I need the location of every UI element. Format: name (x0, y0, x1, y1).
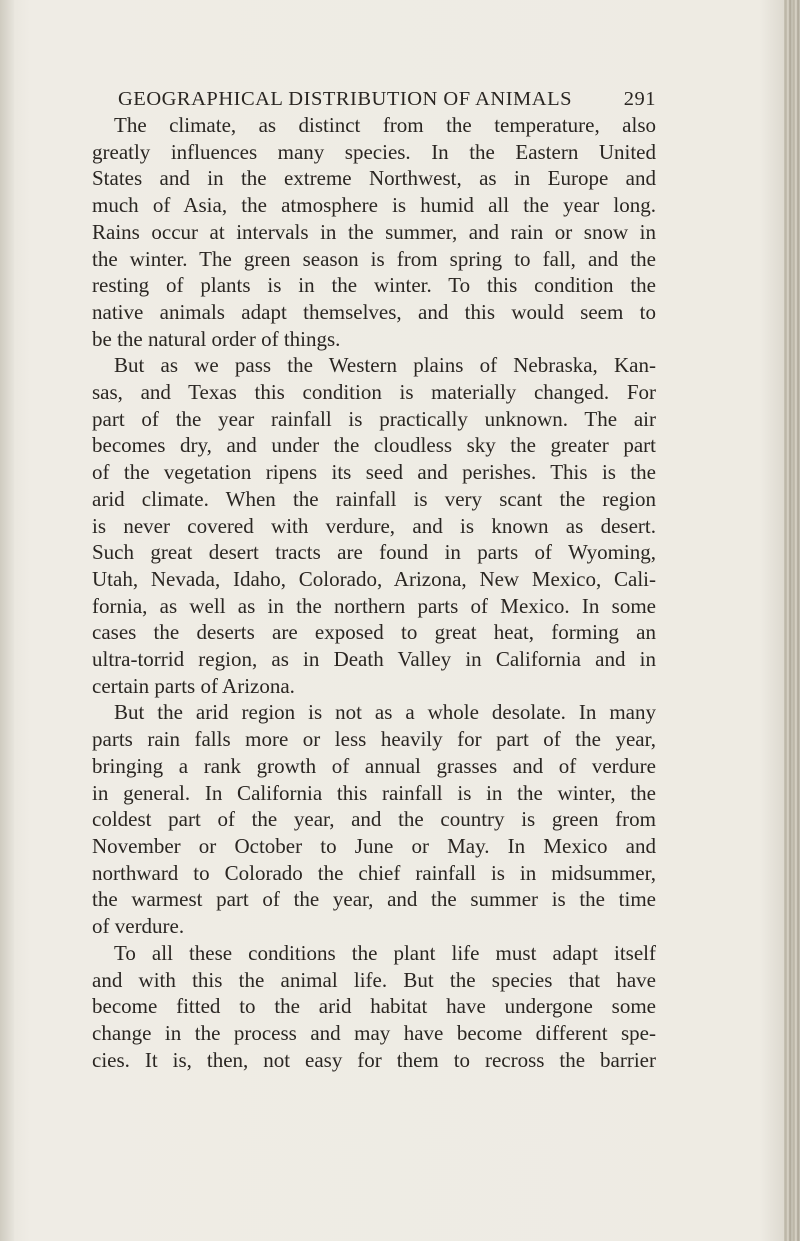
text-line: part of the year rainfall is practically unknown. The air (92, 406, 656, 431)
text-line: becomes dry, and under the cloudless sky the greater part (92, 433, 656, 458)
text-line: arid climate. When the rainfall is very scant the region (92, 486, 656, 511)
text-line: greatly influences many species. In the Eastern United (92, 139, 656, 164)
text-line: The climate, as distinct from the temperature, also (114, 113, 656, 137)
text-line: Such great desert tracts are found in parts of Wyoming, (92, 540, 656, 565)
text-line: and with this the animal life. But the species that have (92, 967, 656, 992)
text-line: of the vegetation ripens its seed and perishes. This is the (92, 460, 656, 485)
text-line: bringing a rank growth of annual grasses and of verdure (92, 753, 656, 778)
body-text (92, 112, 656, 1073)
page-gutter-shadow (0, 0, 14, 1241)
text-line: certain parts of Arizona. (92, 673, 295, 698)
text-line: of verdure. (92, 914, 185, 939)
text-line: coldest part of the year, and the country is green from (92, 807, 656, 832)
page-number: 291 (623, 88, 656, 110)
text-line: in general. In California this rainfall is in the winter, the (92, 780, 656, 805)
text-line: To all these conditions the plant life must adapt itself (114, 940, 656, 965)
text-line: the winter. The green season is from spring to fall, and the (92, 246, 656, 271)
text-line: November or October to June or May. In Mexico and (92, 833, 656, 858)
text-line: become fitted to the arid habitat have undergone some (92, 994, 656, 1019)
text-line: ultra-torrid region, as in Death Valley in California and in (92, 647, 656, 672)
text-line: But the arid region is not as a whole desolate. In many (114, 700, 656, 725)
text-line: Utah, Nevada, Idaho, Colorado, Arizona, New Mexico, Cali- (92, 566, 656, 591)
text-line: resting of plants is in the winter. To this condition the (92, 273, 656, 298)
text-line: northward to Colorado the chief rainfall is in midsummer, (92, 860, 656, 885)
running-title: GEOGRAPHICAL DISTRIBUTION OF ANIMALS (118, 88, 573, 110)
text-line: cies. It is, then, not easy for them to recross the barrier (92, 1047, 656, 1072)
text-line: cases the deserts are exposed to great heat, forming an (92, 620, 656, 645)
page-edge-stack (784, 0, 800, 1241)
text-line: fornia, as well as in the northern parts of Mexico. In some (92, 593, 656, 618)
text-line: the warmest part of the year, and the summer is the time (92, 887, 656, 912)
text-line: change in the process and may have become different spe- (92, 1020, 656, 1045)
text-line: native animals adapt themselves, and this would seem to (92, 299, 656, 324)
text-line: parts rain falls more or less heavily for part of the year, (92, 727, 656, 752)
text-line: much of Asia, the atmosphere is humid all the year long. (92, 193, 656, 218)
text-line: sas, and Texas this condition is materially changed. For (92, 380, 656, 405)
text-line: be the natural order of things. (92, 326, 341, 351)
text-line: But as we pass the Western plains of Nebraska, Kan- (114, 353, 656, 378)
text-line: is never covered with verdure, and is known as desert. (92, 513, 656, 538)
text-line: States and in the extreme Northwest, as in Europe and (92, 166, 656, 191)
text-line: Rains occur at intervals in the summer, and rain or snow in (92, 219, 656, 244)
